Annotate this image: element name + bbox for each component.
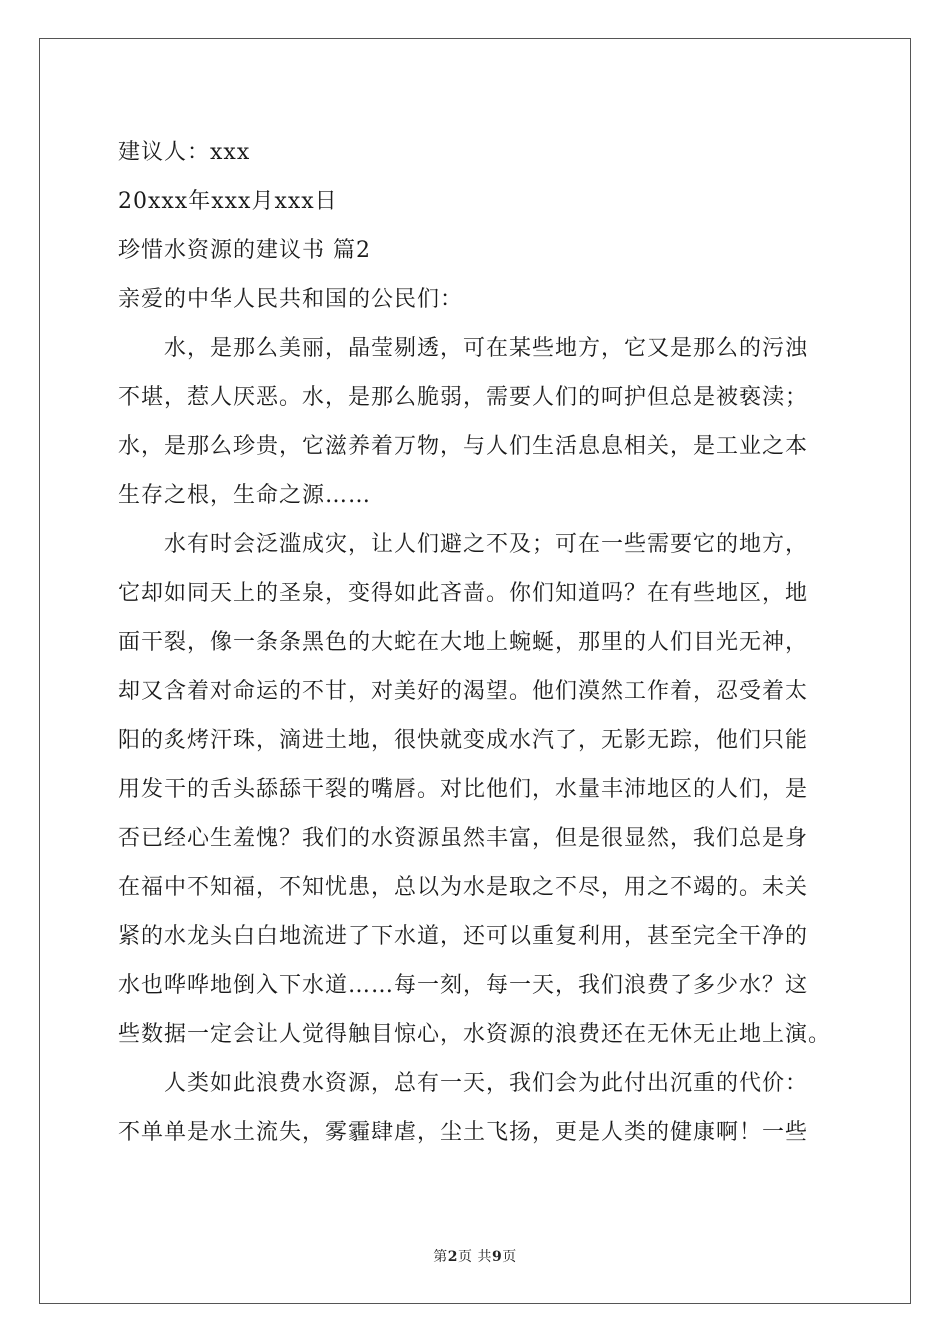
paragraph-line: 生存之根，生命之源…… bbox=[118, 483, 372, 508]
date-line: 20xxx年xxx月xxx日 bbox=[118, 189, 338, 214]
paragraph-1 bbox=[118, 324, 838, 520]
paragraph-line: 些数据一定会让人觉得触目惊心，水资源的浪费还在无休无止地上演。 bbox=[118, 1022, 832, 1047]
paragraph-line: 水，是那么美丽，晶莹剔透，可在某些地方，它又是那么的污浊 bbox=[164, 336, 809, 361]
paragraph-line: 不单单是水土流失，雾霾肆虐，尘土飞扬，更是人类的健康啊！一些 bbox=[118, 1120, 809, 1145]
page-mid: 页 共 bbox=[458, 1249, 492, 1265]
paragraph-line: 紧的水龙头白白地流进了下水道，还可以重复利用，甚至完全干净的 bbox=[118, 924, 809, 949]
paragraph-line: 在福中不知福，不知忧患，总以为水是取之不尽，用之不竭的。未关 bbox=[118, 875, 809, 900]
current-page-number: 2 bbox=[447, 1249, 459, 1265]
proposer-line: 建议人：xxx bbox=[118, 140, 251, 165]
paragraph-line: 否已经心生羞愧？我们的水资源虽然丰富，但是很显然，我们总是身 bbox=[118, 826, 809, 851]
paragraph-3 bbox=[118, 1059, 838, 1157]
paragraph-line: 它却如同天上的圣泉，变得如此吝啬。你们知道吗？在有些地区，地 bbox=[118, 581, 809, 606]
paragraph-line: 人类如此浪费水资源，总有一天，我们会为此付出沉重的代价： bbox=[164, 1071, 809, 1096]
section-title: 珍惜水资源的建议书 篇2 bbox=[118, 238, 371, 263]
page-number-footer bbox=[0, 1246, 950, 1266]
document-body bbox=[118, 128, 838, 1157]
salutation: 亲爱的中华人民共和国的公民们： bbox=[118, 287, 464, 312]
paragraph-line: 水，是那么珍贵，它滋养着万物，与人们生活息息相关，是工业之本 bbox=[118, 434, 809, 459]
page-prefix: 第 bbox=[433, 1249, 448, 1265]
paragraph-line: 阳的炙烤汗珠，滴进土地，很快就变成水汽了，无影无踪，他们只能 bbox=[118, 728, 809, 753]
paragraph-line: 水也哗哗地倒入下水道……每一刻，每一天，我们浪费了多少水？这 bbox=[118, 973, 809, 998]
paragraph-line: 却又含着对命运的不甘，对美好的渴望。他们漠然工作着，忍受着太 bbox=[118, 679, 809, 704]
paragraph-line: 面干裂，像一条条黑色的大蛇在大地上蜿蜒，那里的人们目光无神， bbox=[118, 630, 809, 655]
paragraph-line: 水有时会泛滥成灾，让人们避之不及；可在一些需要它的地方， bbox=[164, 532, 809, 557]
paragraph-line: 不堪，惹人厌恶。水，是那么脆弱，需要人们的呵护但总是被亵渎； bbox=[118, 385, 809, 410]
total-page-number: 9 bbox=[491, 1249, 503, 1265]
paragraph-2 bbox=[118, 520, 838, 1059]
page-suffix: 页 bbox=[502, 1249, 517, 1265]
paragraph-line: 用发干的舌头舔舔干裂的嘴唇。对比他们，水量丰沛地区的人们，是 bbox=[118, 777, 809, 802]
